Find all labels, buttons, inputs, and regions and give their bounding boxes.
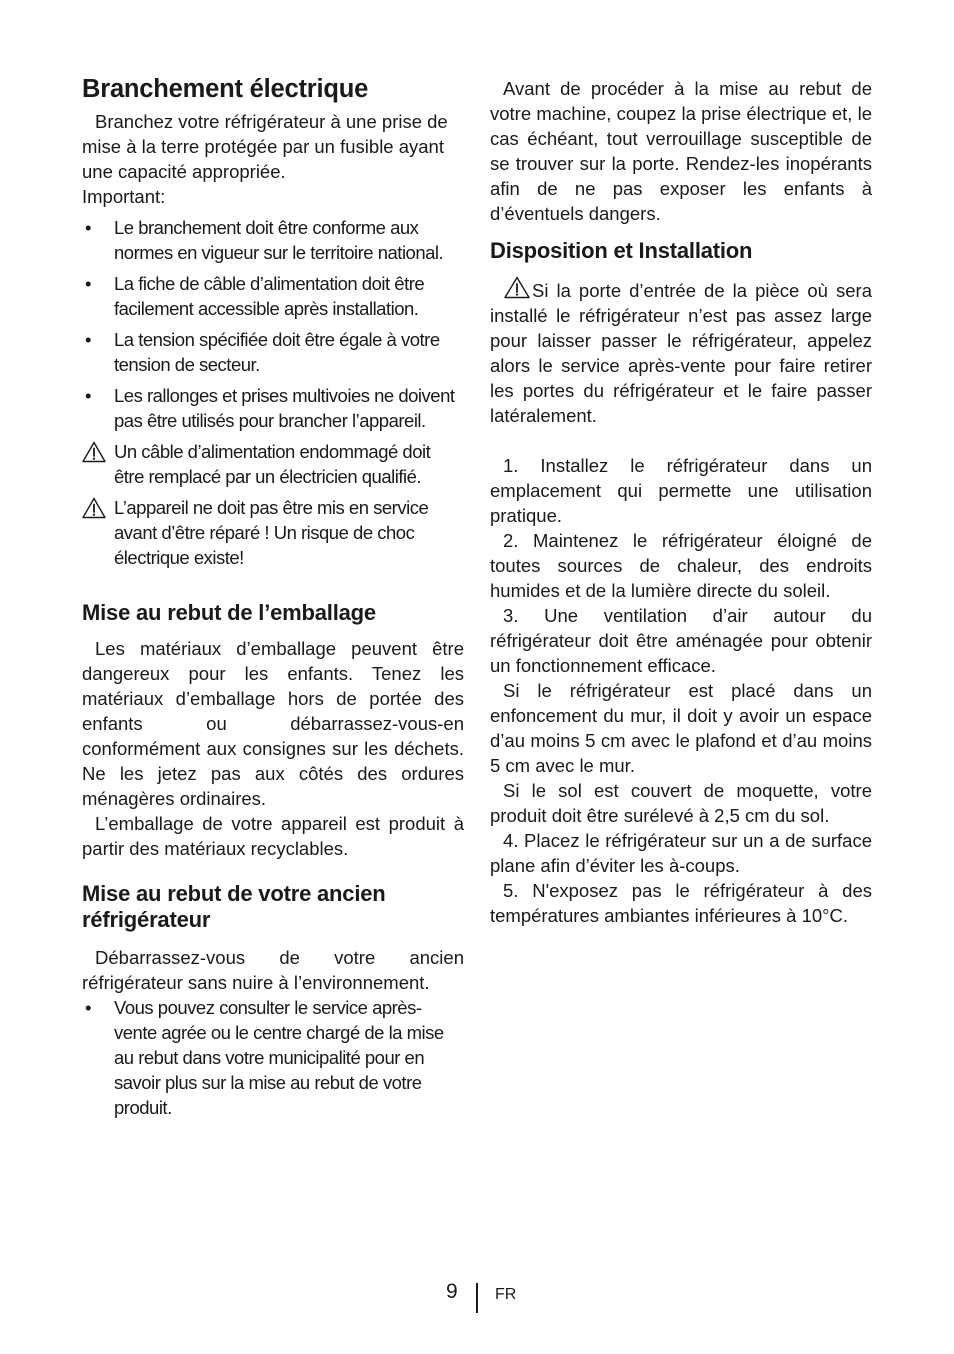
heading-emballage: Mise au rebut de l’emballage [82,599,376,625]
heading-disposition: Disposition et Installation [490,238,753,263]
branchement-bullets [82,215,464,433]
installation-step: 1. Installez le réfrigérateur dans un emplacement qui permette une utilisation pratique. [490,455,872,526]
list-item: • Le branchement doit être conforme aux normes en vigueur sur le territoire national. [82,215,464,265]
list-item: • Vous pouvez consulter le service après-vente agrée ou le centre chargé de la mise au rebut dans votre municipalité pour en savoir plus sur la mise au rebut de votre produit. [82,995,464,1120]
branchement-intro: Branchez votre réfrigérateur à une prise de mise à la terre protégée par un fusible ayant une capacité appropriée. [82,110,448,182]
list-item: • Les rallonges et prises multivoies ne doivent pas être utilisés pour brancher l’appareil. [82,383,464,433]
warning-triangle-icon [82,497,106,519]
branchement-important: Important: [82,185,166,207]
installation-step: 2. Maintenez le réfrigérateur éloigné de toutes sources de chaleur, des endroits humides et de la lumière directe du soleil. [490,530,872,601]
disposition-warning [490,276,872,428]
warning-note [82,439,464,489]
installation-step: 4. Placez le réfrigérateur sur un a de surface plane afin d’éviter les à-coups. [490,830,872,876]
list-item: • La tension spécifiée doit être égale à votre tension de secteur. [82,327,464,377]
heading-ancien: Mise au rebut de votre ancien réfrigérateur [82,880,386,932]
installation-step: Si le sol est couvert de moquette, votre produit doit être surélevé à 2,5 cm du sol. [490,780,872,826]
rebut-intro: Avant de procéder à la mise au rebut de votre machine, coupez la prise électrique et, le cas échéant, tout verrouillage susceptible de se trouver sur la porte. Rendez-les inopérants afin de ne pas exposer les enfants à d’éventuels dangers. [490,78,872,224]
installation-step: 3. Une ventilation d’air autour du réfrigérateur doit être aménagée pour obtenir un fonctionnement efficace. [490,605,872,676]
page-number: 9 [446,1280,458,1303]
installation-step: Si le réfrigérateur est placé dans un enfoncement du mur, il doit y avoir un espace d’au moins 5 cm avec le plafond et d’au moins 5 cm avec le mur. [490,680,872,776]
left-column [82,74,464,1120]
warning-text: L’appareil ne doit pas être mis en service avant d’être réparé ! Un risque de choc électrique existe! [114,496,429,568]
warning-text: Si la porte d’entrée de la pièce où sera installé le réfrigérateur n’est pas assez large pour laisser passer le réfrigérateur, appelez alors le service après-vente pour faire retirer les portes du réfrigérateur et le faire passer latéralement. [490,280,872,426]
emballage-paragraph: Les matériaux d’emballage peuvent être dangereux pour les enfants. Tenez les matériaux d’emballage hors de portée des enfants ou débarrassez-vous-en conformément aux consignes sur les déchets. Ne les jetez pas aux côtés des ordures ménagères ordinaires. [82,637,464,809]
installation-step: 5. N'exposez pas le réfrigérateur à des températures ambiantes inférieures à 10°C. [490,880,872,926]
warning-text: Un câble d’alimentation endommagé doit être remplacé par un électricien qualifié. [114,440,431,487]
heading-branchement: Branchement électrique [82,75,369,103]
footer-divider [476,1283,478,1313]
emballage-paragraph: L’emballage de votre appareil est produit à partir des matériaux recyclables. [82,812,464,859]
warning-triangle-icon [504,276,530,299]
right-column [490,74,872,928]
language-code: FR [495,1286,517,1303]
warning-note [82,495,464,570]
ancien-bullets [82,995,464,1120]
ancien-paragraph: Débarrassez-vous de votre ancien réfrigérateur sans nuire à l’environnement. [82,946,464,993]
list-item: • La fiche de câble d’alimentation doit être facilement accessible après installation. [82,271,464,321]
warning-triangle-icon [82,441,106,463]
